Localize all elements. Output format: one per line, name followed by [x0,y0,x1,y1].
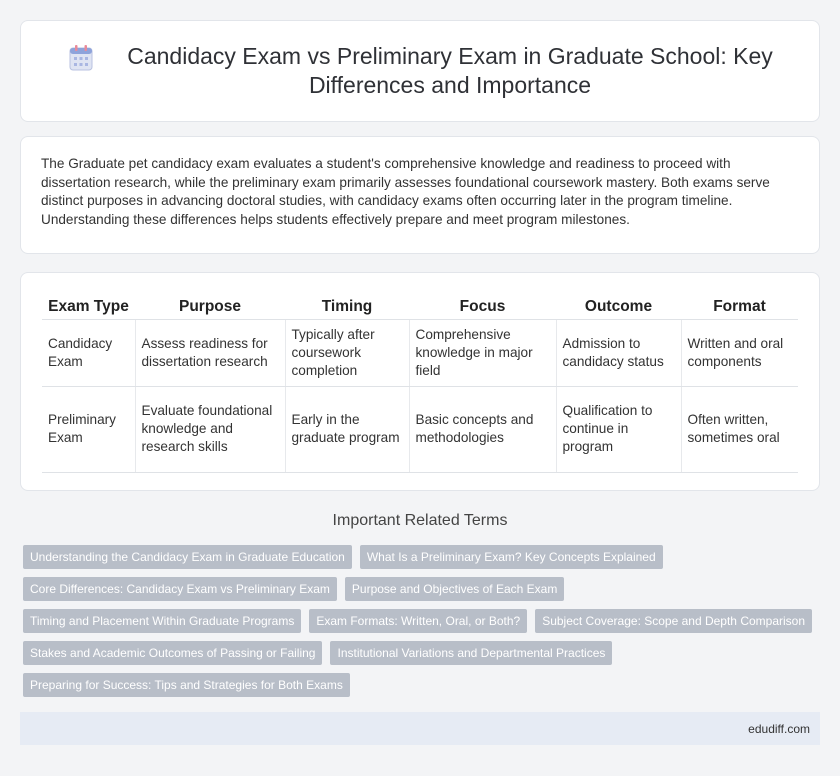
column-header: Format [681,293,798,319]
comparison-table [42,293,798,473]
comparison-table-card [20,272,820,491]
page-title: Candidacy Exam vs Preliminary Exam in Graduate School: Key Differences and Importance [127,43,773,98]
table-cell: Evaluate foundational knowledge and research skills [135,386,285,472]
related-terms-heading: Important Related Terms [332,512,508,529]
column-header: Outcome [556,293,681,319]
related-term-link[interactable]: Subject Coverage: Scope and Depth Comparison [535,609,812,633]
related-term-link[interactable]: Exam Formats: Written, Oral, or Both? [309,609,527,633]
related-term-link[interactable]: Core Differences: Candidacy Exam vs Preliminary Exam [23,577,337,601]
footer [20,712,820,745]
table-cell: Candidacy Exam [42,319,135,386]
table-cell: Preliminary Exam [42,386,135,472]
related-term-link[interactable]: Purpose and Objectives of Each Exam [345,577,564,601]
column-header: Exam Type [42,293,135,319]
table-cell: Basic concepts and methodologies [409,386,556,472]
footer-brand[interactable]: edudiff.com [748,721,810,736]
related-term-link[interactable]: What Is a Preliminary Exam? Key Concepts Explained [360,545,663,569]
table-header-row [42,293,798,319]
column-header: Timing [285,293,409,319]
related-term-link[interactable]: Institutional Variations and Departmental Practices [330,641,612,665]
table-cell: Qualification to continue in program [556,386,681,472]
table-cell: Assess readiness for dissertation research [135,319,285,386]
table-cell: Early in the graduate program [285,386,409,472]
table-cell: Admission to candidacy status [556,319,681,386]
related-term-link[interactable]: Preparing for Success: Tips and Strategies for Both Exams [23,673,350,697]
table-cell: Written and oral components [681,319,798,386]
related-term-link[interactable]: Timing and Placement Within Graduate Programs [23,609,301,633]
table-row [42,319,798,386]
related-term-link[interactable]: Stakes and Academic Outcomes of Passing or Failing [23,641,322,665]
column-header: Focus [409,293,556,319]
table-row [42,386,798,472]
table-cell: Often written, sometimes oral [681,386,798,472]
related-term-link[interactable]: Understanding the Candidacy Exam in Graduate Education [23,545,352,569]
title-card [20,20,820,122]
table-cell: Typically after coursework completion [285,319,409,386]
intro-card [20,136,820,254]
intro-paragraph: The Graduate pet candidacy exam evaluates a student's comprehensive knowledge and readiness to proceed with dissertation research, while the preliminary exam primarily assesses foundational coursework mastery. Both exams serve distinct purposes in advancing doctoral studies, with candidacy exams often occurring later in the program timeline. Understanding these differences helps students effectively prepare and meet program milestones. [41,156,770,227]
related-terms-list [23,545,823,705]
table-cell: Comprehensive knowledge in major field [409,319,556,386]
column-header: Purpose [135,293,285,319]
